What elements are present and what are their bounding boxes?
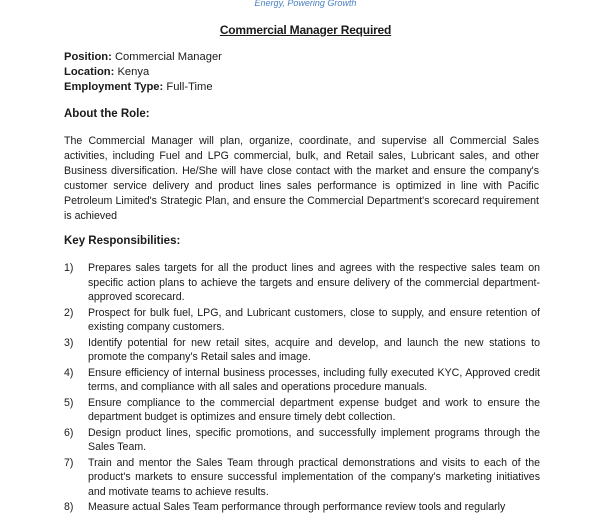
list-item: [64, 261, 540, 305]
page-title: Commercial Manager Required: [219, 23, 392, 37]
list-item-text: Identify potential for new retail sites, acquire and develop, and launch the new stations to promote the company's Retail sales and image.: [88, 336, 540, 364]
list-item-number: 2): [64, 306, 74, 319]
list-item: [64, 336, 540, 365]
list-item: [64, 366, 540, 395]
meta-value: Kenya: [117, 66, 150, 78]
list-item-number: 4): [64, 366, 74, 379]
list-item: [64, 426, 540, 455]
list-item-text: Ensure efficiency of internal business processes, including fully executed KYC, Approved credit terms, and compliance with all sales and operations procedure manuals.: [88, 366, 540, 394]
about-paragraph: The Commercial Manager will plan, organize, coordinate, and supervise all Commercial Sales activities, including Fuel and LPG commercial, bulk, and Retail sales, Lubricant sales, and other Business diversification. He/She will have close contact with the market and ensure the company's customer service delivery and product lines sales performance is optimized in line with Pacific Petroleum Limited's Strategic Plan, and ensure the Commercial Department's scorecard requirement is achieved: [64, 135, 539, 222]
list-item: [64, 456, 540, 500]
meta-label: Location:: [64, 66, 115, 78]
list-item-text: Design product lines, specific promotions, and successfully implement programs through the Sales Team.: [88, 426, 540, 454]
list-item: [64, 396, 540, 425]
list-item-text: Prospect for bulk fuel, LPG, and Lubricant customers, close to supply, and ensure retention of existing company customers.: [88, 306, 540, 334]
company-tagline: Energy, Powering Growth: [254, 0, 357, 8]
list-item: [64, 500, 540, 515]
list-item-text: Ensure compliance to the commercial department expense budget and work to ensure the department budget is optimizes and ensure timely debt collection.: [88, 396, 540, 424]
list-item-number: 8): [64, 501, 74, 514]
meta-employment-type: [64, 80, 213, 95]
list-item-number: 6): [64, 426, 74, 439]
meta-position: [64, 50, 222, 65]
list-item-number: 5): [64, 396, 74, 409]
list-item-text: Measure actual Sales Team performance through performance review tools and regularly: [88, 501, 506, 514]
meta-location: [64, 65, 149, 80]
responsibilities-heading: Key Responsibilities:: [64, 235, 181, 247]
list-item-number: 3): [64, 336, 74, 349]
about-heading: About the Role:: [64, 108, 150, 120]
meta-value: Commercial Manager: [114, 51, 222, 63]
list-item-number: 7): [64, 456, 74, 469]
list-item-text: Train and mentor the Sales Team through practical demonstrations and visits to each of the product's markets to ensure successful implementation of the company's marketing initiatives and motivate teams to achieve results.: [88, 456, 540, 499]
meta-label: Position:: [64, 51, 112, 63]
list-item: [64, 306, 540, 335]
responsibilities-list: [64, 261, 540, 516]
list-item-text: Prepares sales targets for all the product lines and agrees with the respective sales team on specific action plans to achieve the targets and ensure delivery of the commercial department-approved scorecard.: [88, 262, 540, 304]
list-item-number: 1): [64, 262, 74, 274]
meta-label: Employment Type:: [64, 81, 164, 93]
meta-value: Full-Time: [166, 81, 213, 93]
